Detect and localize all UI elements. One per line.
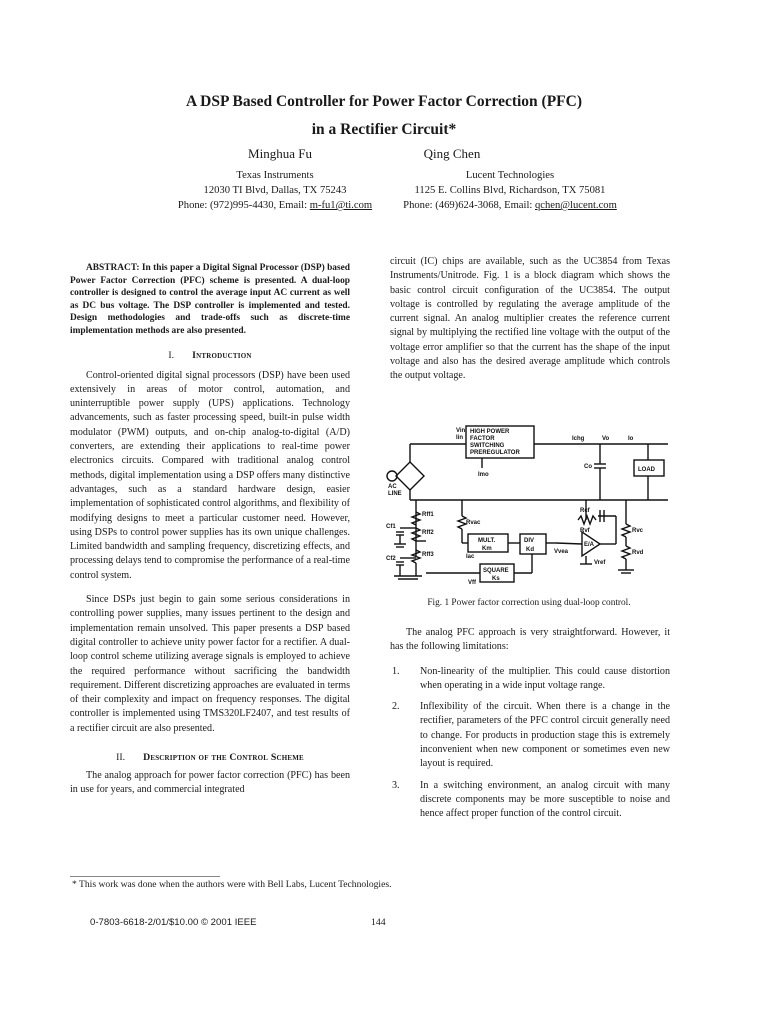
list-item: 1. Non-linearity of the multiplier. This could cause distortion when operating in a wide input voltage range. — [392, 665, 670, 691]
fig-label-ac: AC — [388, 484, 397, 490]
fig-label-mult: MULT. — [478, 538, 496, 544]
copyright-line: 0-7803-6618-2/01/$10.00 © 2001 IEEE — [90, 917, 257, 928]
right-paragraph-1: circuit (IC) chips are available, such as the UC3854 from Texas Instruments/Unitrode. Fig. 1 is a block diagram which shows the basic control circuit configuration of the UC3854. The output voltage is controlled by regulating the average amplitude of the current signal. An analog multiplier creates the reference current signal by multiplying the rectified line voltage with the output of the voltage error amplifier so that the current has the shape of the input voltage and also has the desired average amplitude which controls the output voltage. — [390, 256, 670, 382]
fig-label-rff2: Rff2 — [422, 530, 434, 536]
fig-label-block-top-2: FACTOR — [470, 436, 495, 442]
footnote: * This work was done when the authors were with Bell Labs, Lucent Technologies. — [72, 879, 392, 890]
figure-1-block-diagram — [386, 420, 672, 588]
left-column — [70, 262, 350, 798]
author-email-1[interactable]: m-fu1@ti.com — [309, 200, 373, 211]
fig-label-rvac: Rvac — [466, 520, 481, 526]
fig-label-cf2: Cf2 — [386, 556, 396, 562]
introduction-body — [70, 369, 350, 736]
fig-label-line: LINE — [388, 491, 402, 497]
fig-label-rff1: Rff1 — [422, 512, 434, 518]
fig-label-ea: E/A — [584, 542, 595, 548]
limitations-list — [390, 665, 670, 822]
right-paragraph-2: The analog PFC approach is very straightforward. However, it has the following limitations: — [390, 627, 670, 653]
fig-label-vff: Vff — [468, 580, 476, 586]
fig-label-vvea: Vvea — [554, 549, 569, 555]
author-email-2[interactable]: qchen@lucent.com — [535, 200, 617, 211]
right-column-lower — [390, 626, 670, 829]
fig-label-vref: Vref — [594, 560, 606, 566]
fig-label-block-top-1: HIGH POWER — [470, 429, 510, 435]
fig-label-rvf: Rvf — [580, 528, 590, 534]
author-name-2: Qing Chen — [423, 146, 481, 161]
fig-label-vin: Vin — [456, 428, 466, 434]
fig-label-rff3: Rff3 — [422, 552, 434, 558]
section-heading-introduction: I. Introduction — [168, 349, 252, 361]
fig-label-vo: Vo — [602, 436, 610, 442]
list-item: 2. Inflexibility of the circuit. When there is a change in the rectifier, parameters of the PFC control circuit generally need to change. For products in production stage this is extremely inconvenient when new component or sometimes even new layout is required. — [392, 701, 670, 770]
fig-label-ks: Ks — [492, 576, 500, 582]
fig-label-imo: Imo — [478, 472, 489, 478]
section-heading-control-scheme: II. Description of the Control Scheme — [116, 751, 304, 763]
fig-label-square: SQUARE — [483, 568, 509, 574]
fig-label-iac: Iac — [466, 554, 475, 560]
list-item: 3. In a switching environment, an analog circuit with many discrete components may be more susceptible to noise and hence affect proper function of the control circuit. — [392, 779, 670, 820]
right-column — [390, 255, 670, 384]
paper-title-line2: in a Rectifier Circuit* — [311, 121, 457, 138]
intro-paragraph-2: Since DSPs just begin to gain some serious considerations in controlling power supplies, many issues pertinent to the design and implementation remain unsolved. This paper presents a DSP based digital controller to achieve unity power factor for a rectifier. A dual-loop control scheme utilizing average signals is employed to achieve the required performance without sacrificing the bandwidth requirement. Different discretizing approaches are evaluated in terms of their complexity and impact on frequency responses. The digital controller is implemented using TMS320LF2407, and test results of a rectifier circuit are also presented. — [70, 594, 350, 734]
fig-label-kd: Kd — [526, 547, 534, 553]
intro-paragraph-1: Control-oriented digital signal processors (DSP) have been used extensively in areas of motor control, automation, and uninterruptible power supply (UPS) applications. Technology advancements, such as faster processing speed, built-in pulse width modulator (PWM) outputs, and on-chip analog-to-digital (A/D) converters, are extending their applications to real-time power electronics circuits. Compared with traditional analog control methods, digital implementation using a DSP offers many distinctive advantages, such as a standard hardware design, easier implementation of sophisticated control algorithms, and flexibility of modifying designs to meet a particular customer need. However, using DSPs to control power supplies has its own unique challenges. Limited bandwidth and sampling frequency, discretizing effects, and processing delays tend to compromise the performance of a real-time control system. — [70, 369, 350, 581]
fig-label-block-top-4: PREREGULATOR — [470, 450, 520, 456]
fig-label-div: DIV — [524, 538, 535, 544]
section2-paragraph: The analog approach for power factor correction (PFC) has been in use for years, and commercial integrated — [70, 769, 350, 796]
figure-1-caption: Fig. 1 Power factor correction using dual-loop control. — [427, 598, 631, 608]
fig-label-km: Km — [482, 546, 492, 552]
fig-label-rvd: Rvd — [632, 550, 644, 556]
fig-label-co: Co — [584, 464, 592, 470]
fig-label-io: Io — [628, 436, 634, 442]
fig-label-block-top-3: SWITCHING — [470, 443, 505, 449]
page-number: 144 — [371, 917, 386, 928]
abstract: ABSTRACT: In this paper a Digital Signal Processor (DSP) based Power Factor Correction (PFC) scheme is presented. A dual-loop controller is designed to control the average input AC current as well as DC bus voltage. The DSP controller is implemented and tested. Design methodologies and trade-offs such as discrete-time implementation methods are also presented. — [70, 263, 350, 336]
footnote-rule — [70, 876, 220, 877]
fig-label-rcf: Rcf — [580, 508, 590, 514]
fig-label-rvc: Rvc — [632, 528, 644, 534]
author-affiliation-2: Lucent Technologies 1125 E. Collins Blvd, Richardson, TX 75081 Phone: (469)624-3068, Email: qchen@lucent.com — [403, 170, 617, 211]
fig-label-ichg: Ichg — [572, 436, 585, 442]
fig-label-load: LOAD — [638, 467, 655, 473]
paper-title-line1: A DSP Based Controller for Power Factor Correction (PFC) — [185, 93, 583, 110]
fig-label-cf1: Cf1 — [386, 524, 396, 530]
author-name-1: Minghua Fu — [248, 146, 312, 161]
fig-label-iin: Iin — [456, 435, 463, 441]
author-affiliation-1: Texas Instruments 12030 TI Blvd, Dallas, TX 75243 Phone: (972)995-4430, Email: m-fu1@ti.com — [177, 170, 373, 211]
